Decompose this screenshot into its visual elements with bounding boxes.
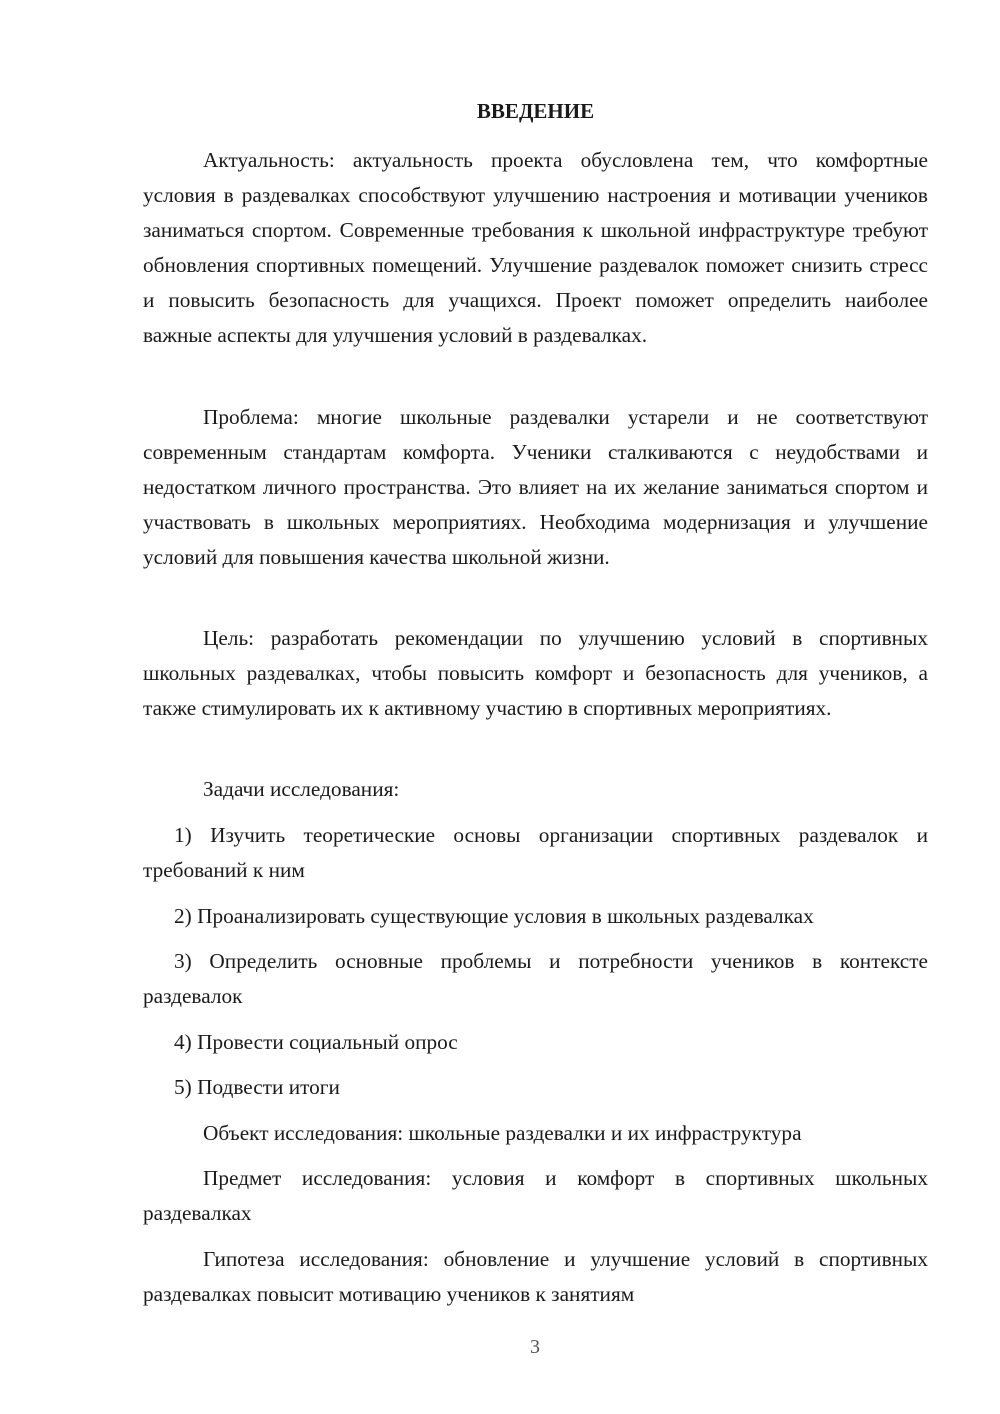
paragraph-relevance: Актуальность: актуальность проекта обусловлена тем, что комфортные условия в раздевалках способствуют улучшению настроения и мотивации учеников заниматься спортом. Современные требования к школьной инфраструктуре требуют обновления спортивных помещений. Улучшение раздевалок поможет снизить стресс и повысить безопасность для учащихся. Проект поможет определить наиболее важные аспекты для улучшения условий в раздевалках. [143, 148, 928, 347]
task-item-1: 1) Изучить теоретические основы организации спортивных раздевалок и требований к ним [143, 823, 928, 882]
task-item-5: 5) Подвести итоги [174, 1075, 340, 1099]
page-number: 3 [530, 1336, 540, 1358]
paragraph-problem: Проблема: многие школьные раздевалки устарели и не соответствуют современным стандартам комфорта. Ученики сталкиваются с неудобствами и недостатком личного пространства. Это влияет на их желание заниматься спортом и участвовать в школьных мероприятиях. Необходима модернизация и улучшение условий для повышения качества школьной жизни. [143, 405, 928, 569]
paragraph-subject: Предмет исследования: условия и комфорт в спортивных школьных раздевалках [143, 1166, 928, 1225]
paragraph-goal: Цель: разработать рекомендации по улучшению условий в спортивных школьных раздевалках, чтобы повысить комфорт и безопасность для учеников, а также стимулировать их к активному участию в спортивных мероприятиях. [143, 626, 928, 720]
tasks-heading: Задачи исследования: [203, 777, 400, 801]
task-item-3: 3) Определить основные проблемы и потребности учеников в контексте раздевалок [143, 949, 928, 1008]
task-item-2: 2) Проанализировать существующие условия в школьных раздевалках [174, 904, 814, 928]
paragraph-hypothesis: Гипотеза исследования: обновление и улучшение условий в спортивных раздевалках повысит мотивацию учеников к занятиям [143, 1247, 928, 1306]
paragraph-object: Объект исследования: школьные раздевалки и их инфраструктура [203, 1121, 802, 1145]
task-item-4: 4) Провести социальный опрос [174, 1030, 458, 1054]
page-title: ВВЕДЕНИЕ [476, 99, 595, 123]
